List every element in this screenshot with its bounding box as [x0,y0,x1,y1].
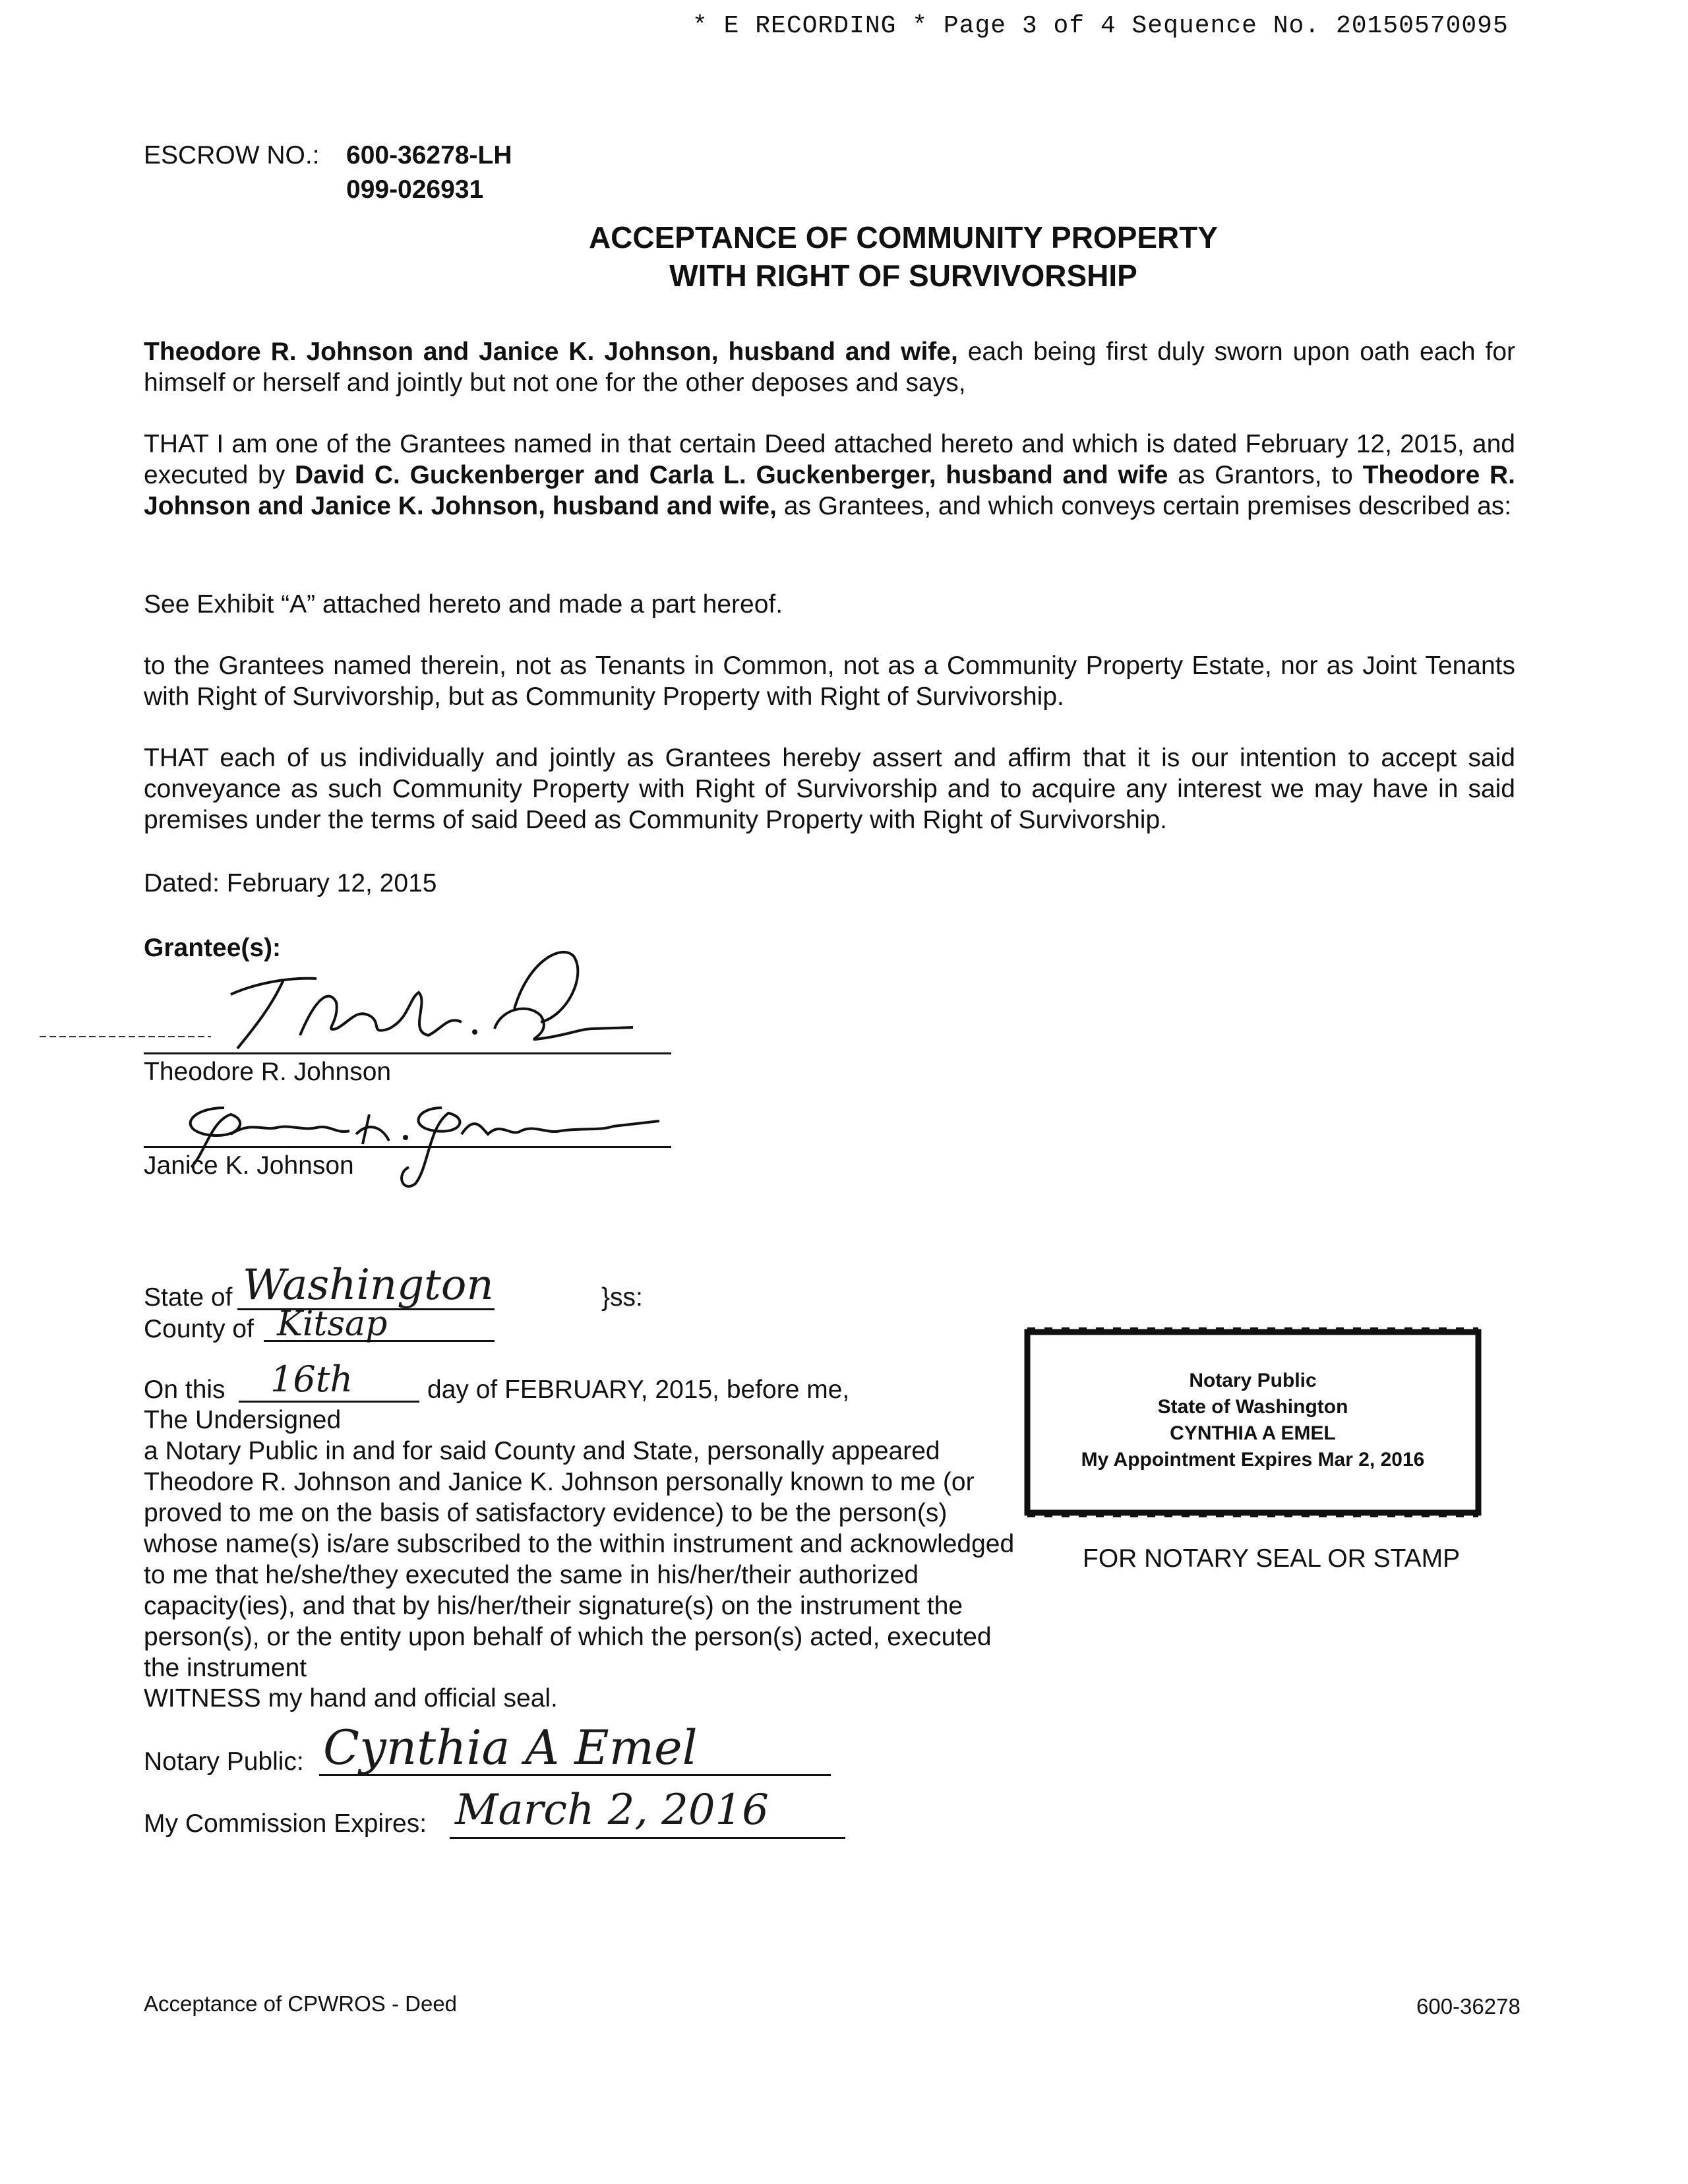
signature-line-2 [144,1146,671,1148]
paragraph-1-bold: Theodore R. Johnson and Janice K. Johnson, husband and wife, [144,338,958,366]
notary-signature: Cynthia A Emel [323,1720,698,1775]
day-value: 16th [270,1358,353,1400]
notary-stamp [1029,1333,1477,1511]
signer-2-name: Janice K. Johnson [144,1151,354,1180]
paragraph-4: to the Grantees named therein, not as Tenants in Common, not as a Community Property Estate, nor as Joint Tenants with Right of Survivorship, but as Community Property with Right of Survivorship. [144,652,1515,711]
dated-line: Dated: February 12, 2015 [144,869,437,897]
paragraph-2 [144,429,1515,522]
escrow-number-2: 099-026931 [346,175,484,204]
paragraph-2-text-2: as Grantors, to [1168,461,1363,489]
paragraph-1 [144,336,1515,398]
witness-text: WITNESS my hand and official seal. [144,1684,558,1713]
notary-public-label: Notary Public: [144,1747,304,1776]
county-label: County of [144,1315,254,1343]
document-title-line1: ACCEPTANCE OF COMMUNITY PROPERTY [588,220,1219,255]
county-line [264,1340,495,1342]
stamp-line-1: Notary Public [1189,1370,1317,1391]
commission-line [450,1837,845,1839]
theodore-signature [40,936,633,1068]
paragraph-1-text: each being first duly sworn upon oath each for himself or herself and jointly but not one for the other deposes and says, [144,338,1515,397]
paragraph-2-text-3: as Grantees, and which conveys certain premises described as: [776,492,1512,520]
stamp-line-2: State of Washington [1157,1396,1348,1418]
escrow-number-1: 600-36278-LH [346,141,512,169]
undersigned-text: The Undersigned [144,1406,342,1434]
signature-line-1 [144,1052,671,1054]
paragraph-2-text-1: THAT I am one of the Grantees named in that certain Deed attached hereto and which is dated February 12, 2015, and executed by [144,430,1515,489]
commission-value: March 2, 2016 [455,1786,769,1835]
commission-label: My Commission Expires: [144,1809,427,1838]
escrow-label: ESCROW NO.: [144,141,320,169]
grantors-names: David C. Guckenberger and Carla L. Guckenberger, husband and wife [294,461,1168,489]
footer-right: 600-36278 [1416,1994,1521,2018]
notary-signature-line [319,1774,831,1776]
grantees-label: Grantee(s): [144,934,282,962]
paragraph-5: THAT each of us individually and jointly as Grantees hereby assert and affirm that it is our intention to accept said conveyance as such Community Property with Right of Survivorship and to acquire any interest we may have in said premises under the terms of said Deed as Community Property with Right of Survivorship. [144,744,1515,834]
acknowledgment-text: a Notary Public in and for said County and State, personally appeared Theodore R. Johnson and Janice K. Johnson personally known to me (or proved to me on the basis of satisfactory evidence) to be the person(s) whose name(s) is/are subscribed to the within instrument and acknowledged to me that he/she/they executed the same in his/her/their authorized capacity(ies), and that by his/her/their signature(s) on the instrument the person(s), or the entity upon behalf of which the person(s) acted, executed the instrument [144,1437,1015,1682]
on-this-label: On this [144,1376,226,1404]
day-rest-text: day of FEBRUARY, 2015, before me, [427,1376,850,1404]
stamp-line-4: My Appointment Expires Mar 2, 2016 [1081,1449,1425,1471]
recording-header: * E RECORDING * Page 3 of 4 Sequence No. 20150570095 [692,12,1509,40]
state-value: Washington [243,1261,494,1310]
grantees-names: Theodore R. Johnson and Janice K. Johnson, husband and wife, [144,461,1516,520]
document-title-line2: WITH RIGHT OF SURVIVORSHIP [669,258,1137,293]
ss-mark: }ss: [601,1283,643,1312]
stamp-caption: FOR NOTARY SEAL OR STAMP [1083,1544,1461,1573]
state-label: State of [144,1283,233,1312]
stamp-line-3: CYNTHIA A EMEL [1170,1422,1336,1444]
footer-left: Acceptance of CPWROS - Deed [144,1991,458,2016]
county-value: Kitsap [277,1304,388,1344]
paragraph-3: See Exhibit “A” attached hereto and made a part hereof. [144,590,783,619]
day-line [239,1401,419,1403]
signer-1-name: Theodore R. Johnson [144,1058,392,1086]
